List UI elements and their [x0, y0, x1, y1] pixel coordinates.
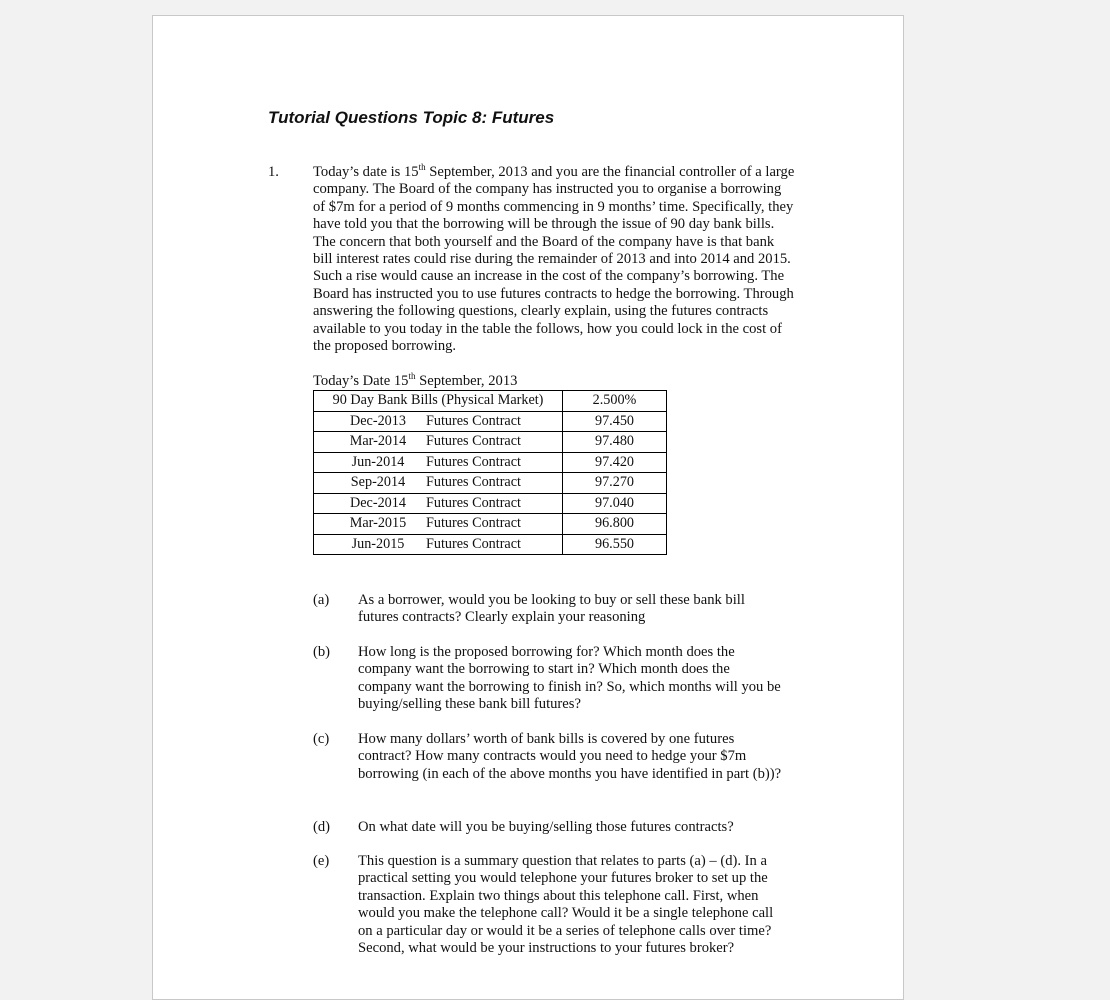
subquestion-letter: (c): [313, 731, 330, 747]
contract-month: Jun-2014: [351, 453, 405, 470]
table-row-physical: [314, 391, 667, 412]
document-page: [152, 15, 904, 1000]
contract-type: Futures Contract: [426, 474, 521, 491]
contract-price: 97.480: [563, 432, 667, 453]
subquestion-text: On what date will you be buying/selling those futures contracts?: [358, 819, 734, 835]
table-row: [314, 493, 667, 514]
contract-month: Jun-2015: [351, 535, 405, 552]
question-intro: [313, 164, 795, 355]
table-row: [314, 534, 667, 555]
subquestion-letter: (b): [313, 644, 331, 660]
subquestion-letter: (e): [313, 853, 330, 869]
subquestion-letter: (a): [313, 592, 330, 608]
contract-type: Futures Contract: [426, 453, 521, 470]
subquestion-text: How long is the proposed borrowing for? Which month does the company want the borrowing to start in? Which month does the company want the borrowing to finish in? So, which months will you be buying/selling these bank bill futures?: [358, 644, 781, 713]
intro-text-start: Today’s date is 15: [313, 164, 419, 180]
physical-market-label: 90 Day Bank Bills (Physical Market): [314, 391, 563, 412]
subquestion-text: As a borrower, would you be looking to buy or sell these bank bill futures contracts? Clearly explain your reasoning: [358, 592, 745, 626]
contract-price: 96.550: [563, 534, 667, 555]
table-row: [314, 452, 667, 473]
futures-table: [313, 390, 667, 555]
intro-text-rest: September, 2013 and you are the financial controller of a large company. The Board of the company has instructed you to organise a borrowing of $7m for a period of 9 months commencing in 9 months’ time. Specifically, they have told you that the borrowing will be through the issue of 90 day bank bills. The concern that both yourself and the Board of the company have is that bank bill interest rates could rise during the remainder of 2013 and into 2014 and 2015. Such a rise would cause an increase in the cost of the company’s borrowing. The Board has instructed you to use futures contracts to hedge the borrowing. Through answering the following questions, clearly explain, using the futures contracts available to you today in the table the follows, how you could lock in the cost of the proposed borrowing.: [313, 164, 795, 355]
contract-type: Futures Contract: [426, 515, 521, 532]
caption-text-start: Today’s Date 15: [313, 373, 409, 389]
subquestion-text: This question is a summary question that relates to parts (a) – (d). In a practical setting you would telephone your futures broker to set up the transaction. Explain two things about this telephone call. First, when would you make the telephone call? Would it be a single telephone call on a particular day or would it be a series of telephone calls over time? Second, what would be your instructions to your futures broker?: [358, 853, 774, 957]
contract-price: 97.270: [563, 473, 667, 494]
contract-month: Sep-2014: [350, 474, 406, 491]
contract-price: 97.420: [563, 452, 667, 473]
table-row: [314, 473, 667, 494]
contract-month: Mar-2015: [349, 515, 407, 532]
contract-type: Futures Contract: [426, 412, 521, 429]
table-row: [314, 514, 667, 535]
table-row: [314, 432, 667, 453]
contract-type: Futures Contract: [426, 433, 521, 450]
intro-ordinal-suffix: th: [418, 162, 426, 173]
table-row: [314, 411, 667, 432]
caption-ordinal-suffix: th: [408, 371, 416, 382]
contract-month: Mar-2014: [349, 433, 407, 450]
question-number: 1.: [268, 164, 279, 180]
table-caption: [313, 373, 517, 390]
page-title: Tutorial Questions Topic 8: Futures: [268, 108, 555, 127]
subquestion-text: How many dollars’ worth of bank bills is covered by one futures contract? How many contracts would you need to hedge your $7m borrowing (in each of the above months you have identified in part (b))?: [358, 731, 782, 782]
physical-market-rate: 2.500%: [563, 391, 667, 412]
contract-type: Futures Contract: [426, 494, 521, 511]
caption-text-rest: September, 2013: [415, 373, 518, 389]
subquestion-letter: (d): [313, 819, 331, 835]
contract-price: 97.040: [563, 493, 667, 514]
contract-price: 97.450: [563, 411, 667, 432]
contract-type: Futures Contract: [426, 535, 521, 552]
contract-month: Dec-2013: [350, 412, 406, 429]
contract-price: 96.800: [563, 514, 667, 535]
contract-month: Dec-2014: [350, 494, 406, 511]
